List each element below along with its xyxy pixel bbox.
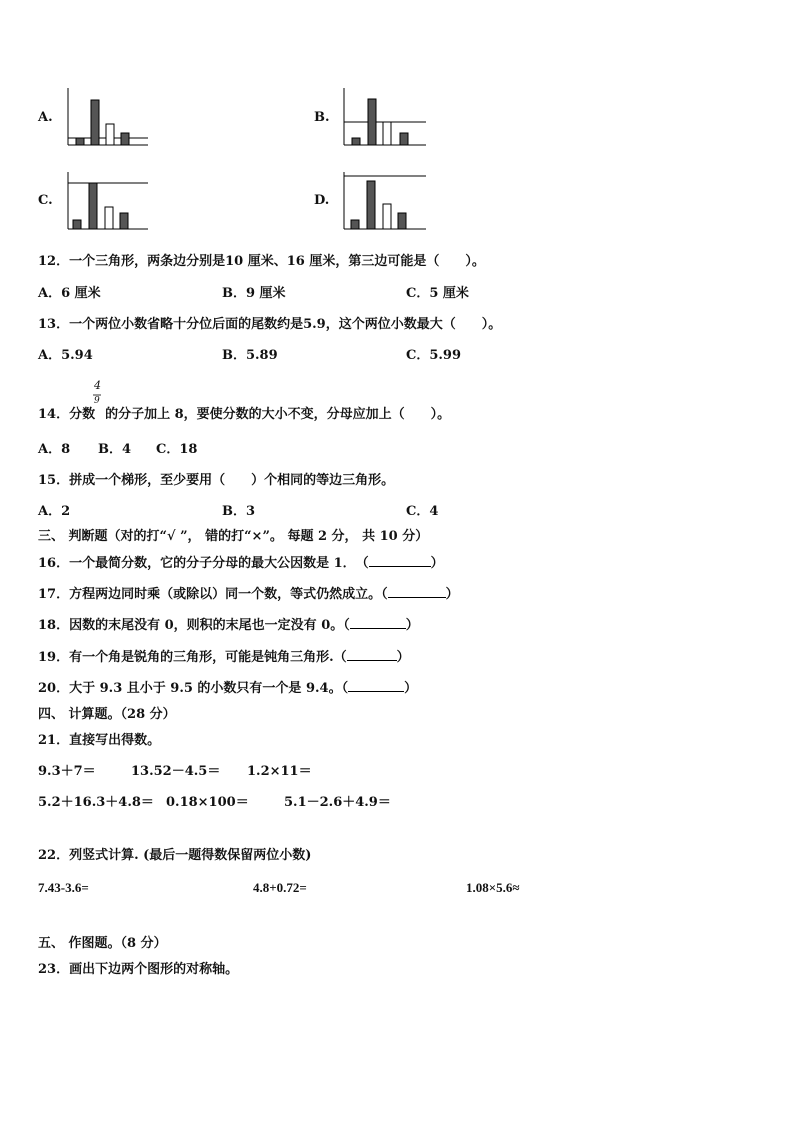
q13-option-b: B．5.89: [222, 348, 278, 363]
q21-item-2: 13.52－4.5＝: [131, 764, 221, 779]
q12-option-a: A．6 厘米: [38, 286, 101, 301]
question-20: 20．大于 9.3 且小于 9.5 的小数只有一个是 9.4。（ ）: [38, 681, 418, 696]
option-d-chart: [336, 170, 428, 232]
q14-option-b: B．4: [98, 442, 132, 457]
option-a-chart: [60, 86, 150, 148]
q21-item-3: 1.2×11＝: [247, 764, 312, 779]
answer-blank-20[interactable]: [348, 679, 404, 692]
q15-option-c: C．4: [406, 504, 439, 519]
q13-option-c: C．5.99: [406, 348, 462, 363]
option-c-label: C.: [38, 193, 53, 208]
answer-blank-17[interactable]: [388, 585, 446, 598]
q22-item-1: 7.43-3.6=: [38, 880, 89, 895]
answer-blank-16[interactable]: [369, 554, 431, 567]
question-13: 13．一个两位小数省略十分位后面的尾数约是5.9，这个两位小数最大（ ）。: [38, 317, 502, 332]
q15-option-b: B．3: [222, 504, 256, 519]
q12-option-c: C．5 厘米: [406, 286, 469, 301]
question-12: 12．一个三角形，两条边分别是10 厘米、16 厘米，第三边可能是（ ）。: [38, 254, 485, 269]
section-5-title: 五、 作图题。（8 分）: [38, 936, 167, 951]
q21-item-1: 9.3＋7＝: [38, 764, 96, 779]
q14-option-a: A．8: [38, 442, 71, 457]
question-17: 17．方程两边同时乘（或除以）同一个数，等式仍然成立。（ ）: [38, 587, 459, 602]
question-16: 16．一个最简分数，它的分子分母的最大公因数是 1． （ ）: [38, 556, 444, 571]
q22-item-3: 1.08×5.6≈: [466, 880, 520, 895]
question-22-title: 22．列竖式计算. (最后一题得数保留两位小数): [38, 848, 312, 863]
q14-prefix: 14．分数: [38, 407, 96, 422]
section-4-title: 四、 计算题。（28 分）: [38, 707, 176, 722]
section-3-title: 三、 判断题（对的打“√ ”， 错的打“×”。 每题 2 分， 共 10 分）: [38, 529, 429, 544]
q13-option-a: A．5.94: [38, 348, 93, 363]
q22-item-2: 4.8+0.72=: [253, 880, 307, 895]
option-b-label: B.: [314, 110, 330, 125]
question-21-title: 21．直接写出得数。: [38, 733, 161, 748]
question-23-title: 23．画出下边两个图形的对称轴。: [38, 962, 239, 977]
q14-suffix: 的分子加上 8，要使分数的大小不变，分母应加上（ ）。: [105, 407, 451, 422]
answer-blank-18[interactable]: [350, 616, 406, 629]
fraction-denominator: 9: [94, 396, 100, 406]
q21-item-6: 5.1－2.6＋4.9＝: [284, 795, 391, 810]
option-a-label: A.: [38, 110, 53, 125]
q15-option-a: A．2: [38, 504, 71, 519]
q21-item-4: 5.2＋16.3＋4.8＝: [38, 795, 154, 810]
question-18: 18．因数的末尾没有 0，则积的末尾也一定没有 0。（ ）: [38, 618, 419, 633]
q14-option-c: C．18: [156, 442, 198, 457]
question-15: 15．拼成一个梯形，至少要用（ ）个相同的等边三角形。: [38, 473, 395, 488]
fraction-numerator: 4: [94, 379, 101, 392]
question-19: 19．有一个角是锐角的三角形，可能是钝角三角形.（ ）: [38, 650, 410, 665]
answer-blank-19[interactable]: [347, 648, 397, 661]
q12-option-b: B．9 厘米: [222, 286, 286, 301]
q21-item-5: 0.18×100＝: [166, 795, 249, 810]
option-c-chart: [60, 170, 150, 232]
option-d-label: D.: [314, 193, 330, 208]
option-b-chart: [336, 86, 428, 148]
